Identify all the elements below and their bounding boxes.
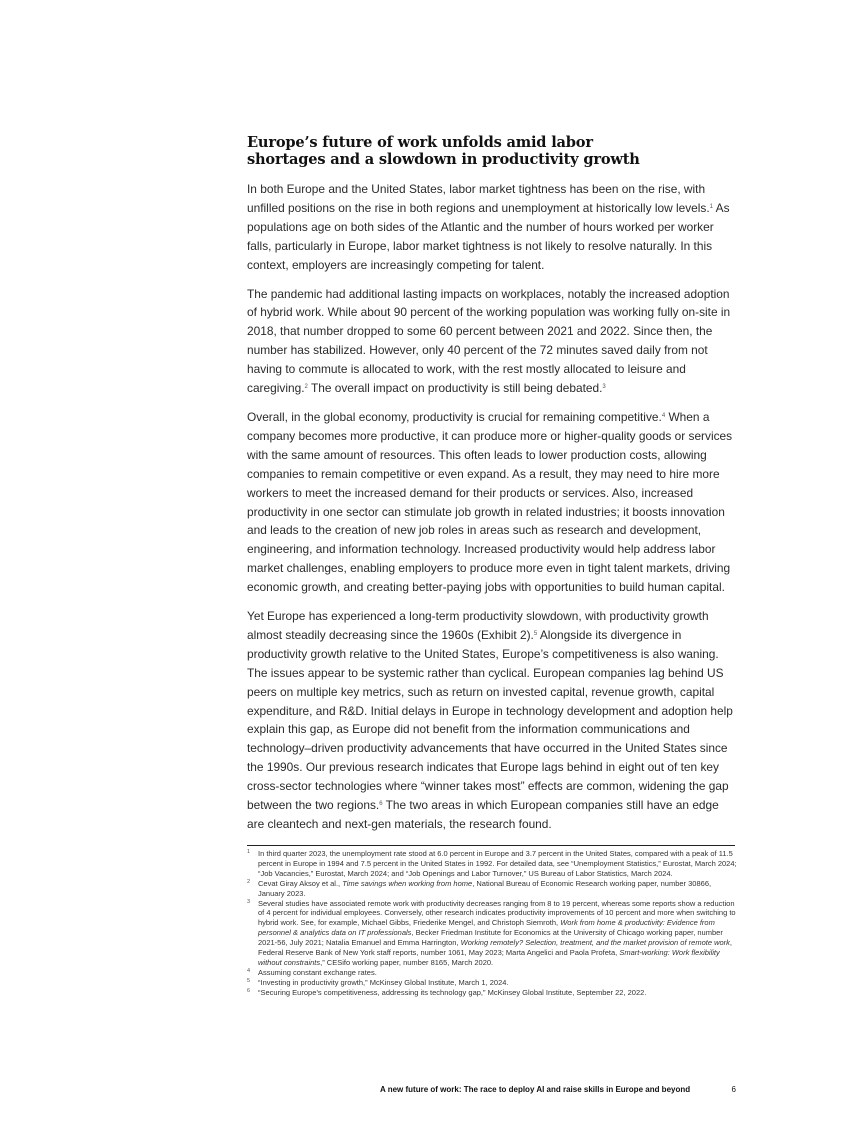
text: , Federal Reserve Bank of New York staff reports, number 1061, May 2023; Marta Angelici and Paola Profeta,	[258, 938, 733, 958]
footnote-ref[interactable]: 4	[661, 412, 666, 419]
text: Several studies have associated remote work with productivity decreases ranging from 8 to 19 percent, whereas some reports show a reduction of 4 percent for individual employees. Conversely, other research indicates productivity improvements of 10 percent and more when switching to hybrid work. See, for example, Michael Gibbs, Friederike Mengel, and Christoph Siemroth,	[258, 898, 736, 928]
text: When a company becomes more productive, it can produce more or higher-quality goods or services with the same amount of resources. This often leads to lower production costs, allowing companies to remain competitive or even expand. As a result, they may need to hire more workers to meet the increased demand for their products or services. Also, increased productivity in one sector can stimulate job growth in related industries; it boosts innovation and leads to the creation of new job roles in areas such as research and development, engineering, and information technology. Increased productivity would help address labor market challenges, enabling employers to produce more even in tight talent markets, driving economic growth, and creating better-paying jobs with opportunities to build human capital.	[247, 409, 733, 595]
text: Overall, in the global economy, productivity is crucial for remaining competitive.	[247, 409, 662, 424]
paragraph-1	[247, 180, 739, 275]
paragraph-2	[247, 285, 739, 398]
text: In both Europe and the United States, labor market tightness has been on the rise, with unfilled positions on the rise in both regions and unemployment at historically low levels.	[247, 182, 710, 215]
footnote-ref[interactable]: 1	[709, 203, 714, 210]
text: Assuming constant exchange rates.	[258, 967, 377, 977]
footnote-number: 6	[247, 987, 251, 994]
page-footer	[380, 1085, 736, 1094]
citation-title: Working remotely? Selection, treatment, and the market provision of remote work	[460, 938, 730, 948]
text: Cevat Giray Aksoy et al.,	[258, 878, 343, 888]
footnote-number: 5	[247, 977, 251, 984]
text: Alongside its divergence in productivity growth relative to the United States, Europe’s competitiveness is also waning. The issues appear to be systemic rather than cyclical. European companies lag behind US peers on multiple key metrics, such as return on invested capital, revenue growth, capital expenditure, and R&D. Initial delays in Europe in technology development and adoption help explain this gap, as Europe did not benefit from the information communications and technology–driven productivity advancements that have occurred in the United States since the 1990s. Our previous research indicates that Europe lags behind in eight out of ten key cross-sector technologies where “winner takes most” effects are common, widening the gap between the two regions.	[247, 627, 733, 813]
footnote-number: 3	[247, 898, 251, 905]
section-heading: Europe’s future of work unfolds amid labor shortages and a slowdown in productivity growth	[247, 134, 640, 168]
footnote-number: 4	[247, 967, 251, 974]
report-title: A new future of work: The race to deploy AI and raise skills in Europe and beyond	[380, 1085, 691, 1094]
text: “Securing Europe’s competitiveness, addressing its technology gap,” McKinsey Global Institute, September 22, 2022.	[258, 987, 647, 997]
paragraph-4	[247, 607, 739, 834]
footnote-divider	[247, 845, 735, 846]
footnote-number: 1	[247, 849, 251, 855]
text: The overall impact on productivity is still being debated.	[307, 381, 603, 396]
footnote-number: 2	[247, 878, 251, 885]
paragraph-3	[247, 408, 739, 597]
text: As populations age on both sides of the Atlantic and the number of hours worked per worker falls, particularly in Europe, labor market tightness is not likely to resolve naturally. In this context, employers are increasingly competing for talent.	[247, 200, 730, 272]
footnote-3	[247, 899, 739, 968]
body-text	[247, 180, 739, 844]
text: The two areas in which European companies still have an edge are cleantech and next-gen materials, the research found.	[247, 798, 719, 831]
page-number: 6	[731, 1085, 736, 1094]
text: ,” CESifo working paper, number 8165, March 2020.	[320, 957, 494, 967]
footnote-2	[247, 879, 739, 899]
text: “Investing in productivity growth,” McKinsey Global Institute, March 1, 2024.	[258, 977, 509, 987]
citation-title: Time savings when working from home	[342, 878, 473, 888]
footnote-6	[247, 988, 739, 998]
text: , Becker Friedman Institute for Economics at the University of Chicago working paper, number 2021-56, July 2021; Natalia Emanuel and Emma Harrington,	[258, 928, 723, 948]
footnote-ref[interactable]: 6	[379, 801, 383, 808]
footnote-1	[247, 849, 739, 879]
text: Yet Europe has experienced a long-term productivity slowdown, with productivity growth almost steadily decreasing since the 1960s (Exhibit 2).	[247, 609, 709, 642]
footnotes	[247, 849, 739, 998]
footnote-ref[interactable]: 2	[304, 384, 308, 391]
text: , National Bureau of Economic Research working paper, number 30866, January 2023.	[258, 878, 712, 898]
citation-title: Smart-working: Work flexibility without constraints	[258, 948, 720, 967]
citation-title: Work from home & productivity: Evidence from personnel & analytics data on IT professionals	[258, 918, 715, 938]
text: The pandemic had additional lasting impacts on workplaces, notably the increased adoption of hybrid work. While about 90 percent of the working population was working fully on-site in 2018, that number dropped to some 60 percent between 2021 and 2022. Since then, the number has stabilized. However, only 40 percent of the 72 minutes saved daily from not having to commute is allocated to work, with the rest mostly allocated to leisure and caregiving.	[247, 286, 731, 396]
footnote-ref[interactable]: 5	[533, 630, 538, 637]
text: In third quarter 2023, the unemployment rate stood at 6.0 percent in Europe and 3.7 percent in the United States, compared with a peak of 11.5 percent in Europe in 1994 and 7.5 percent in the United States in 1992. For detailed data, see “Unemployment Statistics,” Eurostat, March 2024; “Job Vacancies,” Eurostat, March 2024; and “Job Openings and Labor Turnover,” US Bureau of Labor Statistics, March 2024.	[258, 849, 737, 878]
footnote-4	[247, 968, 739, 978]
footnote-5	[247, 978, 739, 988]
footnote-ref[interactable]: 3	[602, 384, 606, 391]
